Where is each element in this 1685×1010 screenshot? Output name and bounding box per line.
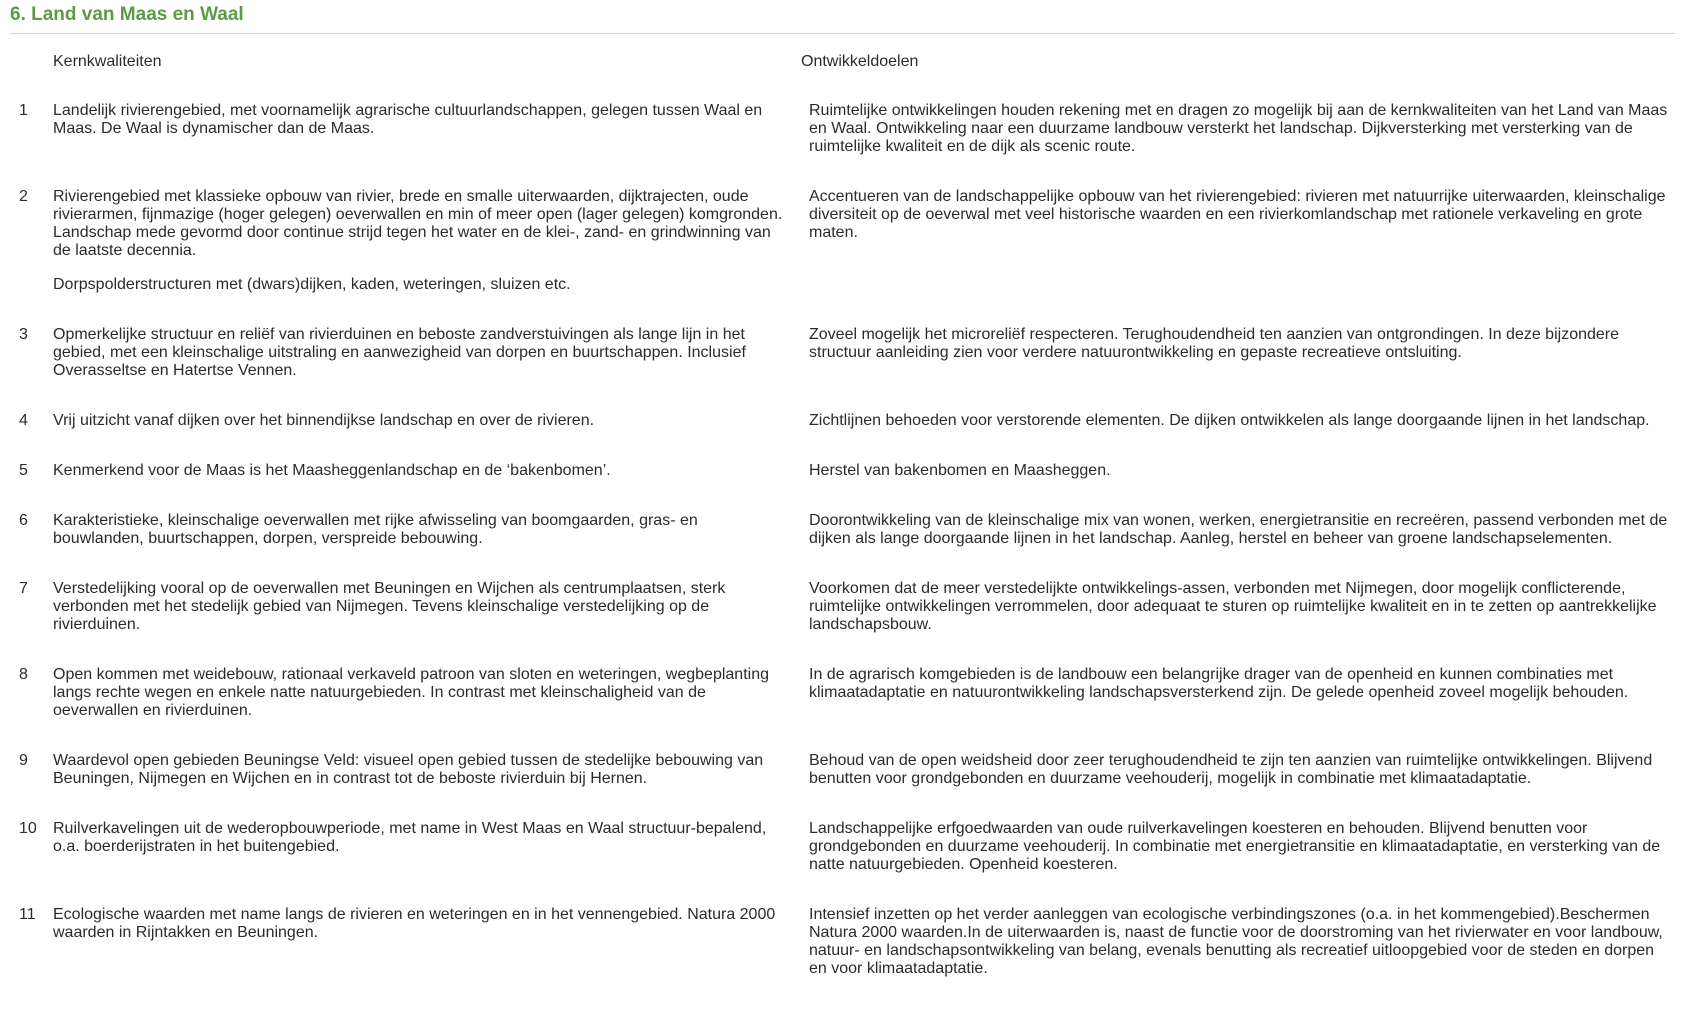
- header-kernkwaliteiten: Kernkwaliteiten: [53, 53, 162, 70]
- ontwikkeldoel-text: Zichtlijnen behoeden voor verstorende elementen. De dijken ontwikkelen als lange doorgaande lijnen in het landschap.: [809, 412, 1650, 429]
- kernkwaliteit-text: Landelijk rivierengebied, met voornamelijk agrarische cultuurlandschappen, gelegen tussen Waal en Maas. De Waal is dynamischer dan de Maas.: [53, 102, 763, 137]
- qualities-table: [10, 34, 1675, 1010]
- table-row: [10, 752, 1675, 820]
- table-row: [10, 906, 1675, 1010]
- row-number: 6: [19, 512, 28, 529]
- table-row: [10, 512, 1675, 580]
- table-header-row: [10, 34, 1675, 102]
- ontwikkeldoel-text: Herstel van bakenbomen en Maasheggen.: [809, 462, 1111, 479]
- table-row: [10, 326, 1675, 412]
- row-number: 7: [19, 580, 28, 597]
- ontwikkeldoel-text: Behoud van de open weidsheid door zeer terughoudendheid te zijn ten aanzien van ruimtelijke ontwikkelingen. Blijvend benutten voor grondgebonden en duurzame veehouderij, mogelijk in combinatie met klimaatadaptatie.: [809, 752, 1653, 787]
- ontwikkeldoel-text: Intensief inzetten op het verder aanleggen van ecologische verbindingszones (o.a. in het kommengebied).Beschermen Natura 2000 waarden.In de uiterwaarden is, naast de functie voor de doorstroming van het rivierwater en voor landbouw, natuur- en landschapsontwikkeling van belang, evenals benutting als recreatief uitloopgebied voor de steden en dorpen en voor klimaatadaptatie.: [809, 906, 1663, 977]
- kernkwaliteit-text: Ruilverkavelingen uit de wederopbouwperiode, met name in West Maas en Waal structuur-bepalend, o.a. boerderijstraten in het buitengebied.: [53, 820, 767, 855]
- kernkwaliteit-text: Kenmerkend voor de Maas is het Maasheggenlandschap en de ‘bakenbomen’.: [53, 462, 611, 479]
- row-number: 10: [19, 820, 37, 837]
- kernkwaliteit-text: Karakteristieke, kleinschalige oeverwallen met rijke afwisseling van boomgaarden, gras- en bouwlanden, buurtschappen, dorpen, verspreide bebouwing.: [53, 512, 698, 547]
- ontwikkeldoel-text: Zoveel mogelijk het microreliëf respecteren. Terughoudendheid ten aanzien van ontgrondingen. In deze bijzondere structuur aanleiding zien voor verdere natuurontwikkeling en gepaste recreatieve ontsluiting.: [809, 326, 1620, 361]
- row-number: 8: [19, 666, 28, 683]
- table-row: [10, 412, 1675, 462]
- header-number: [10, 34, 53, 102]
- row-number: 9: [19, 752, 28, 769]
- table-row: [10, 820, 1675, 906]
- table-row: [10, 188, 1675, 326]
- kernkwaliteit-text: Open kommen met weidebouw, rationaal verkaveld patroon van sloten en weteringen, wegbeplanting langs rechte wegen en enkele natte natuurgebieden. In contrast met kleinschaligheid van de oeverwallen en rivierduinen.: [53, 666, 769, 719]
- row-number: 11: [19, 906, 36, 923]
- table-row: [10, 462, 1675, 512]
- ontwikkeldoel-text: Ruimtelijke ontwikkelingen houden rekening met en dragen zo mogelijk bij aan de kernkwaliteiten van het Land van Maas en Waal. Ontwikkeling naar een duurzame landbouw versterkt het landschap. Dijkversterking met versterking van de ruimtelijke kwaliteit en de dijk als scenic route.: [809, 102, 1668, 155]
- ontwikkeldoel-text: In de agrarisch komgebieden is de landbouw een belangrijke drager van de openheid en kunnen combinaties met klimaatadaptatie en natuurontwikkeling landschapsversterkend zijn. De gelede openheid zoveel mogelijk behouden.: [809, 666, 1629, 701]
- kernkwaliteit-extra-text: Dorpspolderstructuren met (dwars)dijken, kaden, weteringen, sluizen etc.: [53, 276, 571, 293]
- section-title: 6. Land van Maas en Waal: [10, 4, 244, 25]
- row-number: 3: [19, 326, 28, 343]
- table-row: [10, 580, 1675, 666]
- kernkwaliteit-text: Rivierengebied met klassieke opbouw van rivier, brede en smalle uiterwaarden, dijktrajecten, oude rivierarmen, fijnmazige (hoger gelegen) oeverwallen en min of meer open (lager gelegen) komgronden. Landschap mede gevormd door continue strijd tegen het water en de klei-, zand- en grindwinning van de laatste decennia.: [53, 188, 783, 259]
- ontwikkeldoel-text: Voorkomen dat de meer verstedelijkte ontwikkelings-assen, verbonden met Nijmegen, door mogelijk conflicterende, ruimtelijke ontwikkelingen verrommelen, door adequaat te sturen op ruimtelijke kwaliteit en in te zetten op aantrekkelijke landschapsbouw.: [809, 580, 1657, 633]
- ontwikkeldoel-text: Accentueren van de landschappelijke opbouw van het rivierengebied: rivieren met natuurrijke uiterwaarden, kleinschalige diversiteit op de oeverwal met veel historische waarden en een rivierkomlandschap met rationele verkaveling en grote maten.: [809, 188, 1666, 241]
- row-number: 2: [19, 188, 28, 205]
- kernkwaliteit-text: Waardevol open gebieden Beuningse Veld: visueel open gebied tussen de stedelijke bebouwing van Beuningen, Nijmegen en Wijchen en in contrast tot de beboste rivierduin bij Hernen.: [53, 752, 764, 787]
- kernkwaliteit-text: Opmerkelijke structuur en reliëf van rivierduinen en beboste zandverstuivingen als lange lijn in het gebied, met een kleinschalige uitstraling en aanwezigheid van dorpen en buurtschappen. Inclusief Overasseltse en Hatertse Vennen.: [53, 326, 746, 379]
- table-row: [10, 102, 1675, 188]
- kernkwaliteit-text: Vrij uitzicht vanaf dijken over het binnendijkse landschap en over de rivieren.: [53, 412, 595, 429]
- kernkwaliteit-cell: [53, 188, 801, 326]
- ontwikkeldoel-text: Doorontwikkeling van de kleinschalige mix van wonen, werken, energietransitie en recreëren, passend verbonden met de dijken als lange doorgaande lijnen in het landschap. Aanleg, herstel en beheer van groene landschapselementen.: [809, 512, 1668, 547]
- kernkwaliteit-text: Ecologische waarden met name langs de rivieren en weteringen en in het vennengebied. Natura 2000 waarden in Rijntakken en Beuningen.: [53, 906, 776, 941]
- kernkwaliteit-text: Verstedelijking vooral op de oeverwallen met Beuningen en Wijchen als centrumplaatsen, sterk verbonden met het stedelijk gebied van Nijmegen. Tevens kleinschalige verstedelijking op de rivierduinen.: [53, 580, 726, 633]
- row-number: 4: [19, 412, 28, 429]
- row-number: 5: [19, 462, 28, 479]
- table-row: [10, 666, 1675, 752]
- row-number: 1: [19, 102, 28, 119]
- ontwikkeldoel-text: Landschappelijke erfgoedwaarden van oude ruilverkavelingen koesteren en behouden. Blijvend benutten voor grondgebonden en duurzame veehouderij. In combinatie met energietransitie en klimaatadaptatie, en versterking van de natte natuurgebieden. Openheid koesteren.: [809, 820, 1661, 873]
- header-ontwikkeldoelen: Ontwikkeldoelen: [801, 53, 919, 70]
